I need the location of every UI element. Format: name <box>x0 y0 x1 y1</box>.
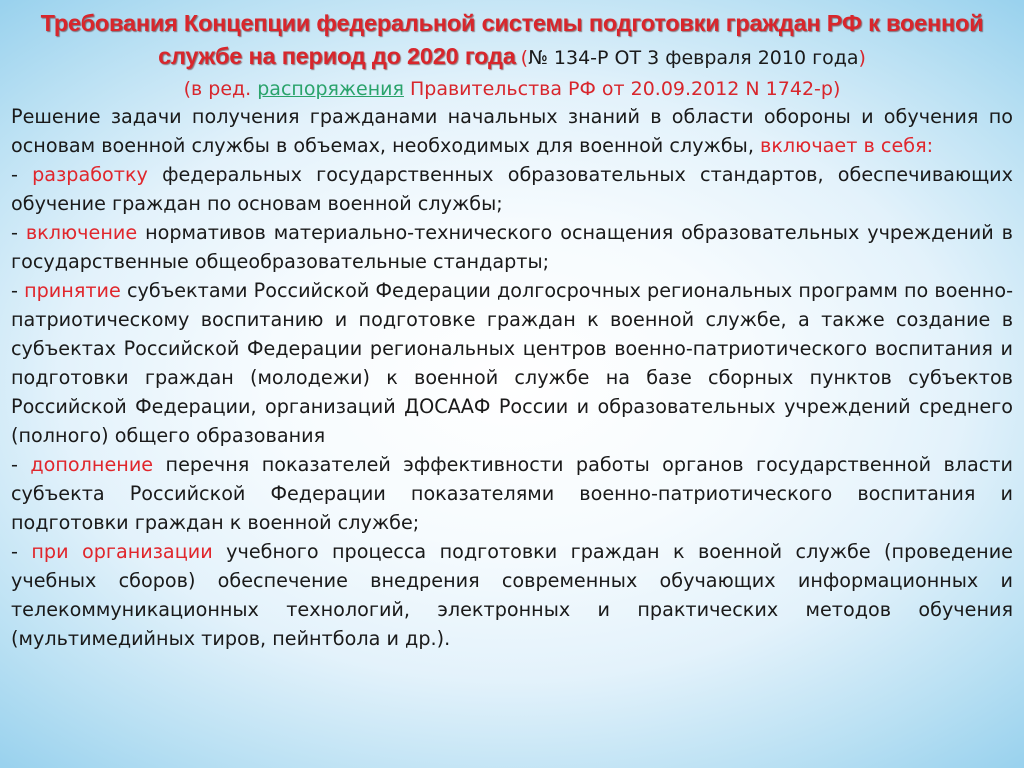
list-item-keyword: включение <box>25 221 138 244</box>
list-item <box>11 160 1013 218</box>
list-item <box>11 276 1013 450</box>
list-item-text: субъектами Российской Федерации долгосрочных региональных программ по военно-патриотическому воспитанию и подготовке граждан к военной службе, а также создание в субъектах Российской Федерации региональных центров военно-патриотического воспитания и подготовки граждан (молодежи) к военной службе на базе сборных пунктов субъектов Российской Федерации, организаций ДОСААФ России и образовательных учреждений среднего (полного) общего образования <box>11 279 1013 447</box>
slide-title-block <box>10 8 1014 105</box>
list-item-keyword: при организации <box>31 540 213 563</box>
list-item-text: учебного процесса подготовки граждан к военной службе (проведение учебных сборов) обеспечение внедрения современных обучающих информационных и телекоммуникационных технологий, электронных и практических методов обучения (мультимедийных тиров, пейнтбола и др.). <box>11 540 1013 650</box>
list-item-dash: - <box>11 540 32 563</box>
document-reference: № 134-Р ОТ 3 февраля 2010 года <box>528 47 859 69</box>
amendment-prefix: (в ред. <box>183 78 258 100</box>
list-item-keyword: дополнение <box>30 453 154 476</box>
decree-link[interactable]: распоряжения <box>257 78 404 100</box>
list-item-dash: - <box>11 453 31 476</box>
title-paren-close: ) <box>858 47 866 69</box>
intro-highlight: включает в себя: <box>760 134 934 157</box>
list-item <box>11 450 1013 537</box>
list-item <box>11 537 1013 653</box>
list-item <box>11 218 1013 276</box>
intro-text: Решение задачи получения гражданами начальных знаний в области обороны и обучения по основам военной службы в объемах, необходимых для военной службы, <box>11 105 1013 157</box>
list-item-text: нормативов материально-технического оснащения образовательных учреждений в государственные общеобразовательные стандарты; <box>11 221 1013 273</box>
list-item-keyword: разработку <box>32 163 148 186</box>
list-item-dash: - <box>11 279 25 302</box>
slide-title: Требования Концепции федеральной системы подготовки граждан РФ к военной службе на период до 2020 года <box>40 10 984 69</box>
list-item-text: федеральных государственных образовательных стандартов, обеспечивающих обучение граждан по основам военной службы; <box>11 163 1013 215</box>
list-item-dash: - <box>11 163 33 186</box>
slide-body <box>11 102 1013 653</box>
title-paren-open: ( <box>520 47 529 69</box>
list-item-text: перечня показателей эффективности работы органов государственной власти субъекта Российской Федерации показателями военно-патриотического воспитания и подготовки граждан к военной службе; <box>11 453 1014 534</box>
amendment-note <box>184 78 841 100</box>
list-item-dash: - <box>11 221 26 244</box>
list-item-keyword: принятие <box>24 279 121 302</box>
intro-paragraph <box>11 102 1013 160</box>
amendment-suffix: Правительства РФ от 20.09.2012 N 1742-р) <box>403 78 841 100</box>
